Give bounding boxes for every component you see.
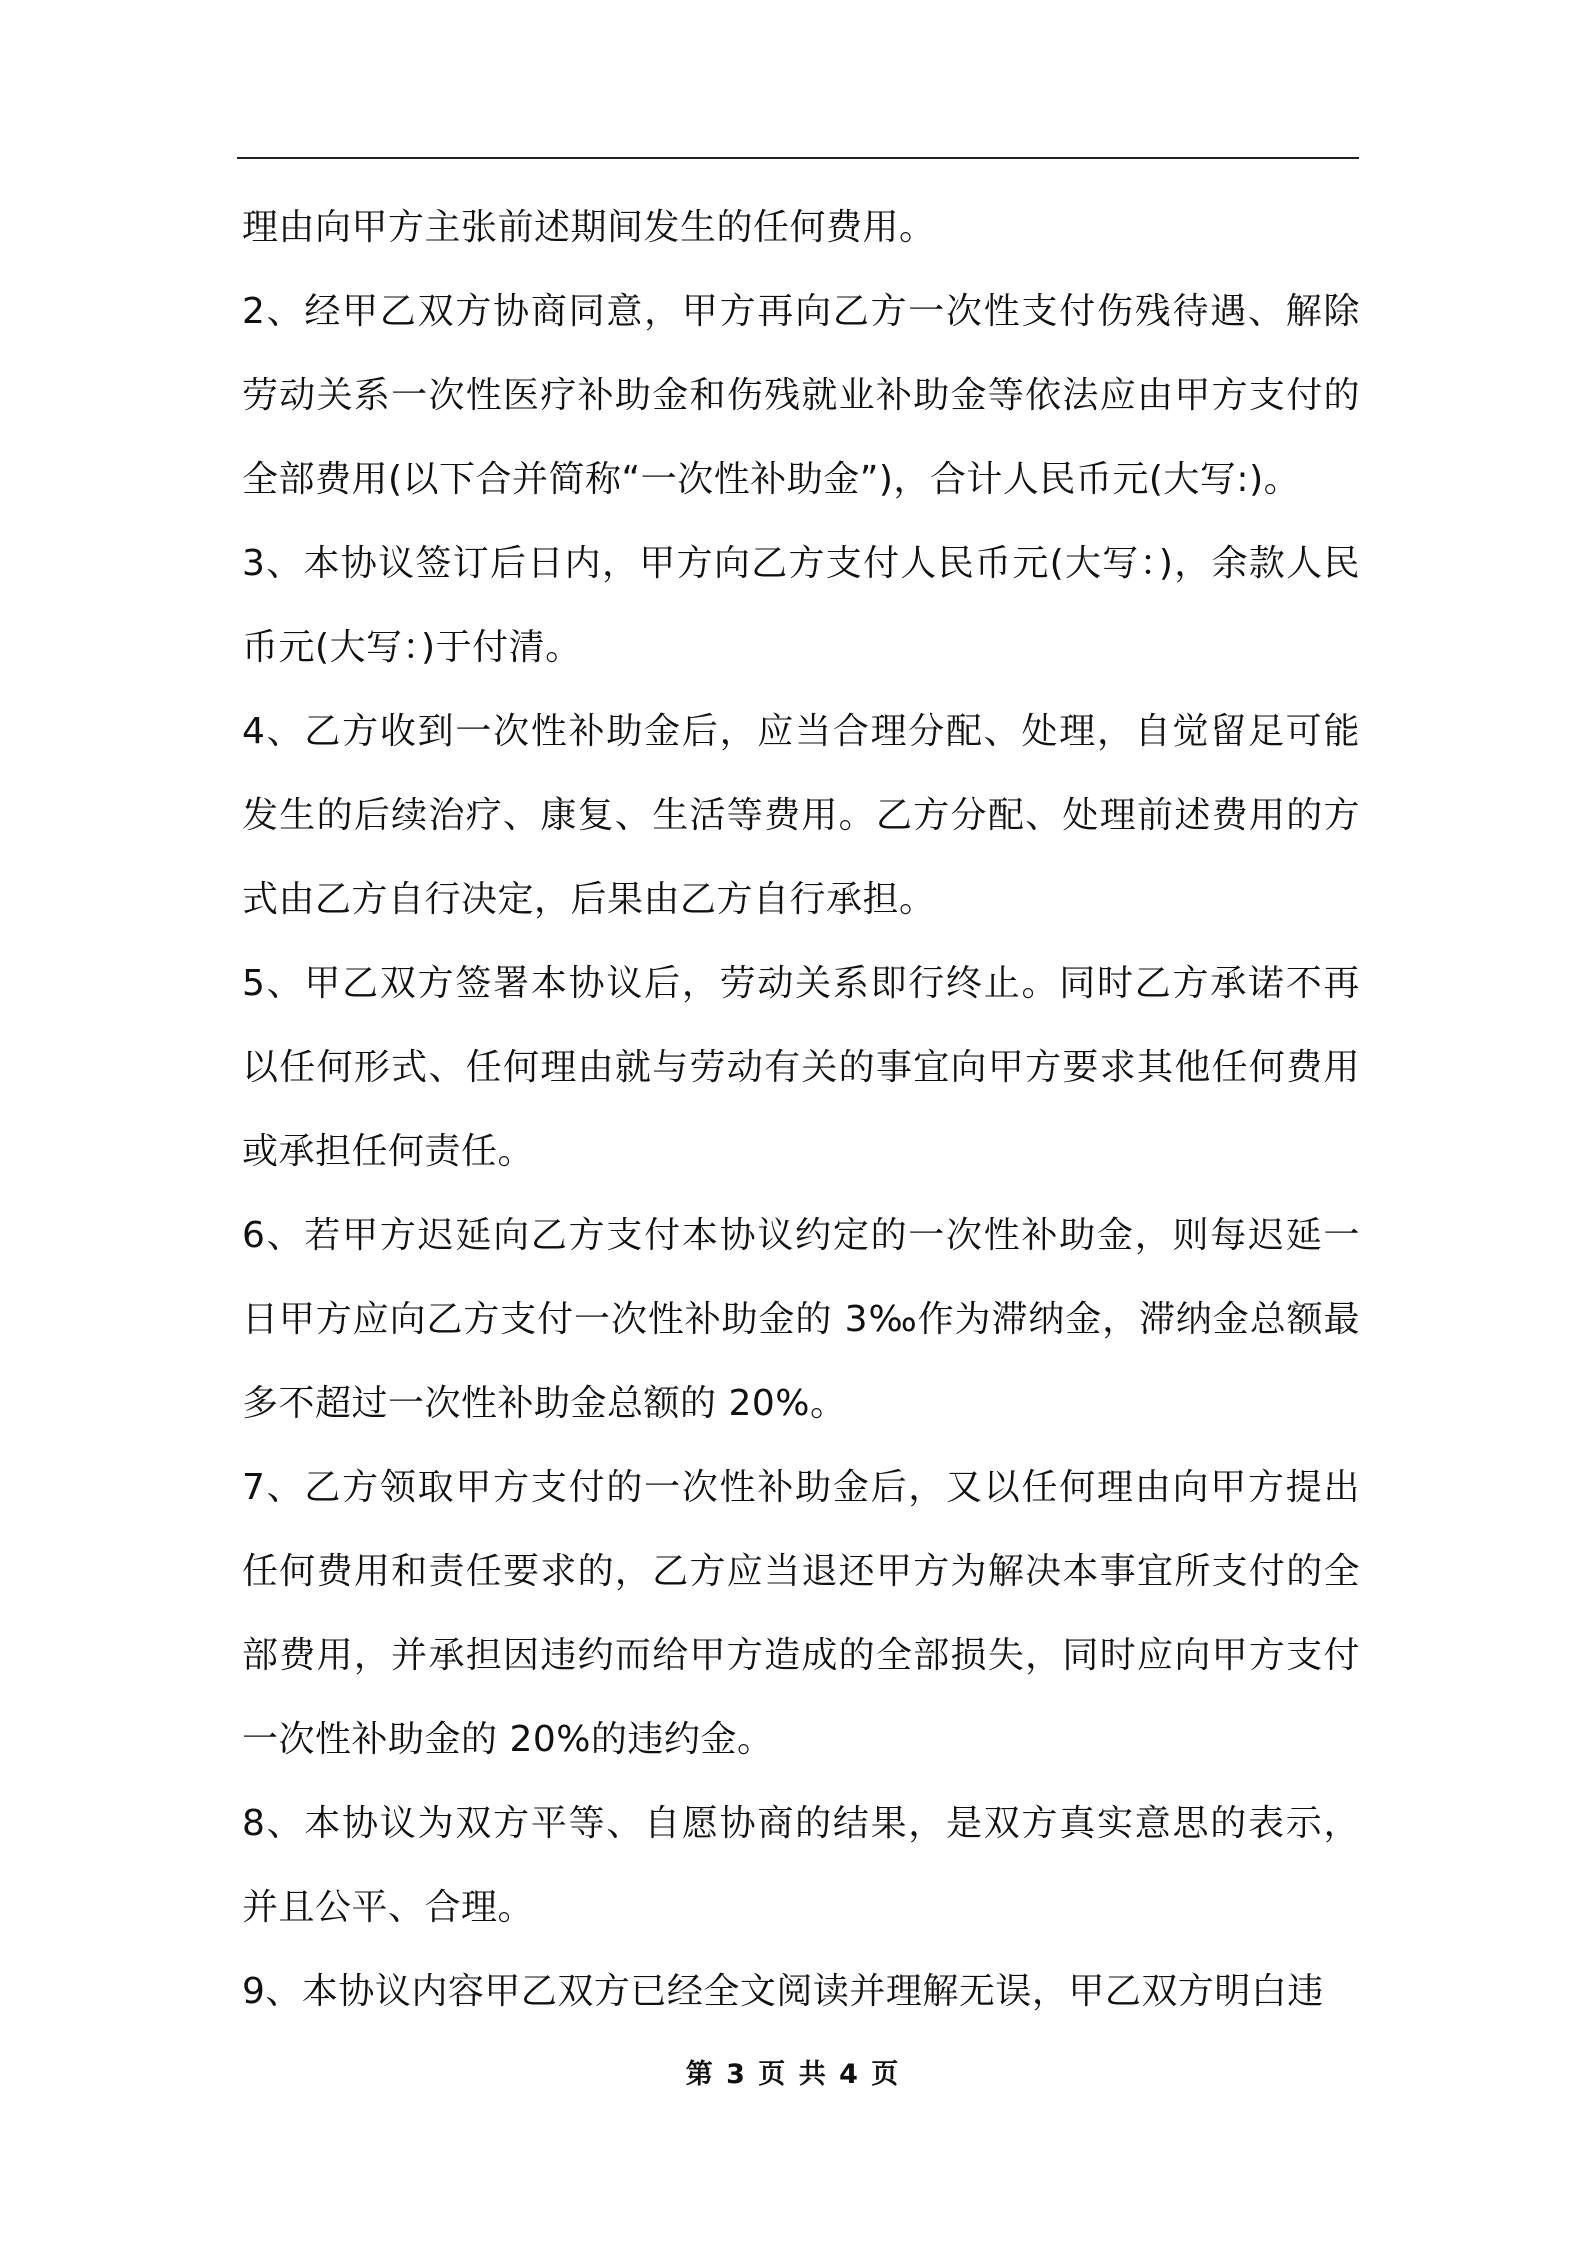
clause-4: 4、乙方收到一次性补助金后，应当合理分配、处理，自觉留足可能发生的后续治疗、康复、生活等费用。乙方分配、处理前述费用的方式由乙方自行决定，后果由乙方自行承担。 — [242, 711, 1360, 920]
clause-8: 8、本协议为双方平等、自愿协商的结果，是双方真实意思的表示，并且公平、合理。 — [242, 1803, 1360, 1928]
page-number: 第 3 页 共 4 页 — [685, 2059, 901, 2090]
clause-6: 6、若甲方迟延向乙方支付本协议约定的一次性补助金，则每迟延一日甲方应向乙方支付一次性补助金的 3‰作为滞纳金，滞纳金总额最多不超过一次性补助金总额的 20%。 — [242, 1215, 1360, 1424]
header-rule — [237, 157, 1359, 159]
clause-3: 3、本协议签订后日内，甲方向乙方支付人民币元(大写：)，余款人民币元(大写：)于付清。 — [242, 543, 1360, 668]
clause-7: 7、乙方领取甲方支付的一次性补助金后，又以任何理由向甲方提出任何费用和责任要求的，乙方应当退还甲方为解决本事宜所支付的全部费用，并承担因违约而给甲方造成的全部损失，同时应向甲方支付一次性补助金的 20%的违约金。 — [242, 1467, 1360, 1760]
clause-2: 2、经甲乙双方协商同意，甲方再向乙方一次性支付伤残待遇、解除劳动关系一次性医疗补助金和伤残就业补助金等依法应由甲方支付的全部费用(以下合并简称“一次性补助金”)，合计人民币元(大写:)。 — [242, 291, 1360, 500]
paragraph-continuation: 理由向甲方主张前述期间发生的任何费用。 — [242, 207, 936, 248]
document-body — [242, 186, 1360, 2034]
clause-9: 9、本协议内容甲乙双方已经全文阅读并理解无误，甲乙双方明白违 — [242, 1971, 1324, 2012]
clause-5: 5、甲乙双方签署本协议后，劳动关系即行终止。同时乙方承诺不再以任何形式、任何理由就与劳动有关的事宜向甲方要求其他任何费用或承担任何责任。 — [242, 963, 1360, 1172]
